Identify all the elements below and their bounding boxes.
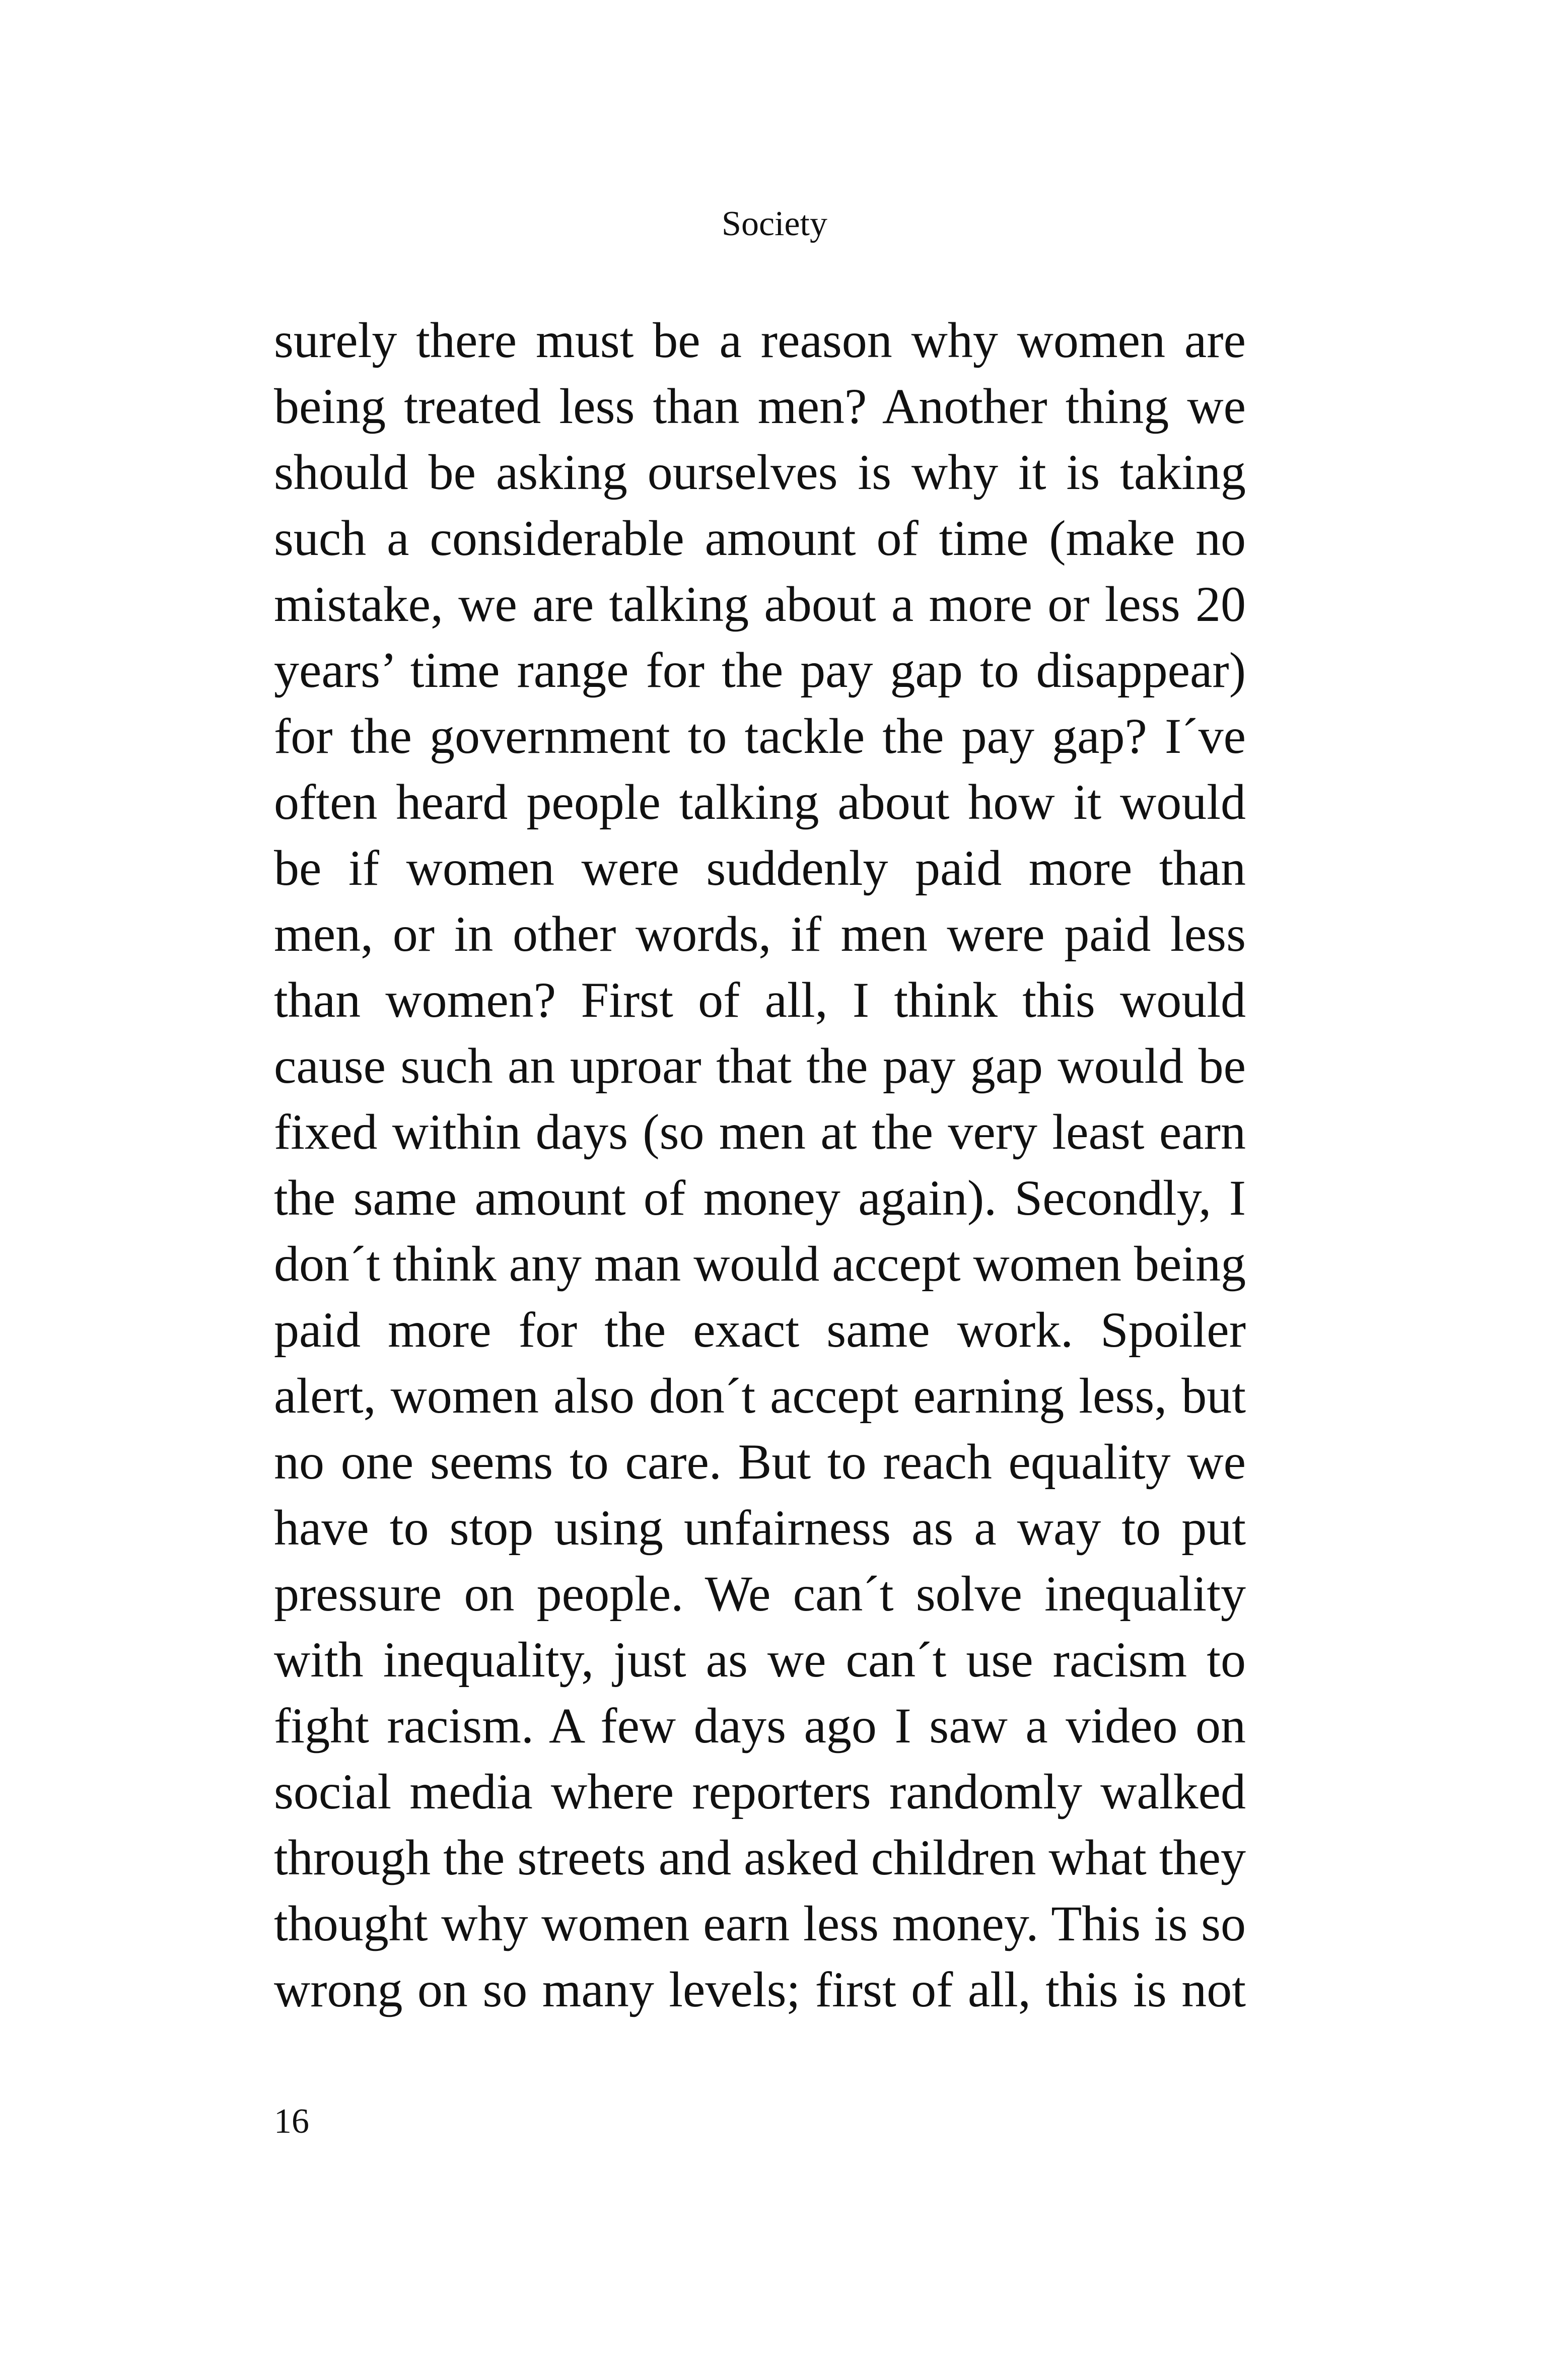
text-line: don´t think any man would accept women being (274, 1236, 1246, 1292)
text-line: be if women were suddenly paid more than (274, 840, 1246, 896)
text-line: have to stop using unfairness as a way to put (274, 1500, 1246, 1556)
text-line: the same amount of money again). Secondly, I (274, 1170, 1246, 1226)
text-line: paid more for the exact same work. Spoiler (274, 1302, 1246, 1358)
text-line: fixed within days (so men at the very least earn (274, 1104, 1246, 1160)
text-line: alert, women also don´t accept earning less, but (274, 1368, 1246, 1424)
text-line: years’ time range for the pay gap to disappear) (274, 642, 1246, 698)
text-line: surely there must be a reason why women are (274, 312, 1246, 368)
text-line: should be asking ourselves is why it is taking (274, 444, 1246, 500)
text-line: thought why women earn less money. This is so (274, 1896, 1246, 1951)
text-line: men, or in other words, if men were paid less (274, 906, 1246, 962)
text-line: no one seems to care. But to reach equality we (274, 1434, 1246, 1490)
body-text (274, 307, 1246, 2022)
text-line: for the government to tackle the pay gap? I´ve (274, 708, 1246, 764)
text-line: cause such an uproar that the pay gap would be (274, 1038, 1246, 1094)
text-line: being treated less than men? Another thing we (274, 378, 1246, 434)
text-line: mistake, we are talking about a more or less 20 (274, 576, 1246, 632)
text-line: fight racism. A few days ago I saw a video on (274, 1698, 1246, 1754)
text-line: such a considerable amount of time (make no (274, 510, 1246, 566)
text-line: often heard people talking about how it would (274, 774, 1246, 830)
text-line: pressure on people. We can´t solve inequality (274, 1566, 1246, 1622)
page-number: 16 (274, 2102, 309, 2141)
text-line: through the streets and asked children what they (274, 1830, 1246, 1885)
text-line: than women? First of all, I think this would (274, 972, 1246, 1028)
text-line: social media where reporters randomly walked (274, 1764, 1246, 1819)
text-line: wrong on so many levels; first of all, this is not (274, 1962, 1246, 2017)
running-header: Society (722, 204, 827, 243)
text-line: with inequality, just as we can´t use racism to (274, 1632, 1246, 1688)
